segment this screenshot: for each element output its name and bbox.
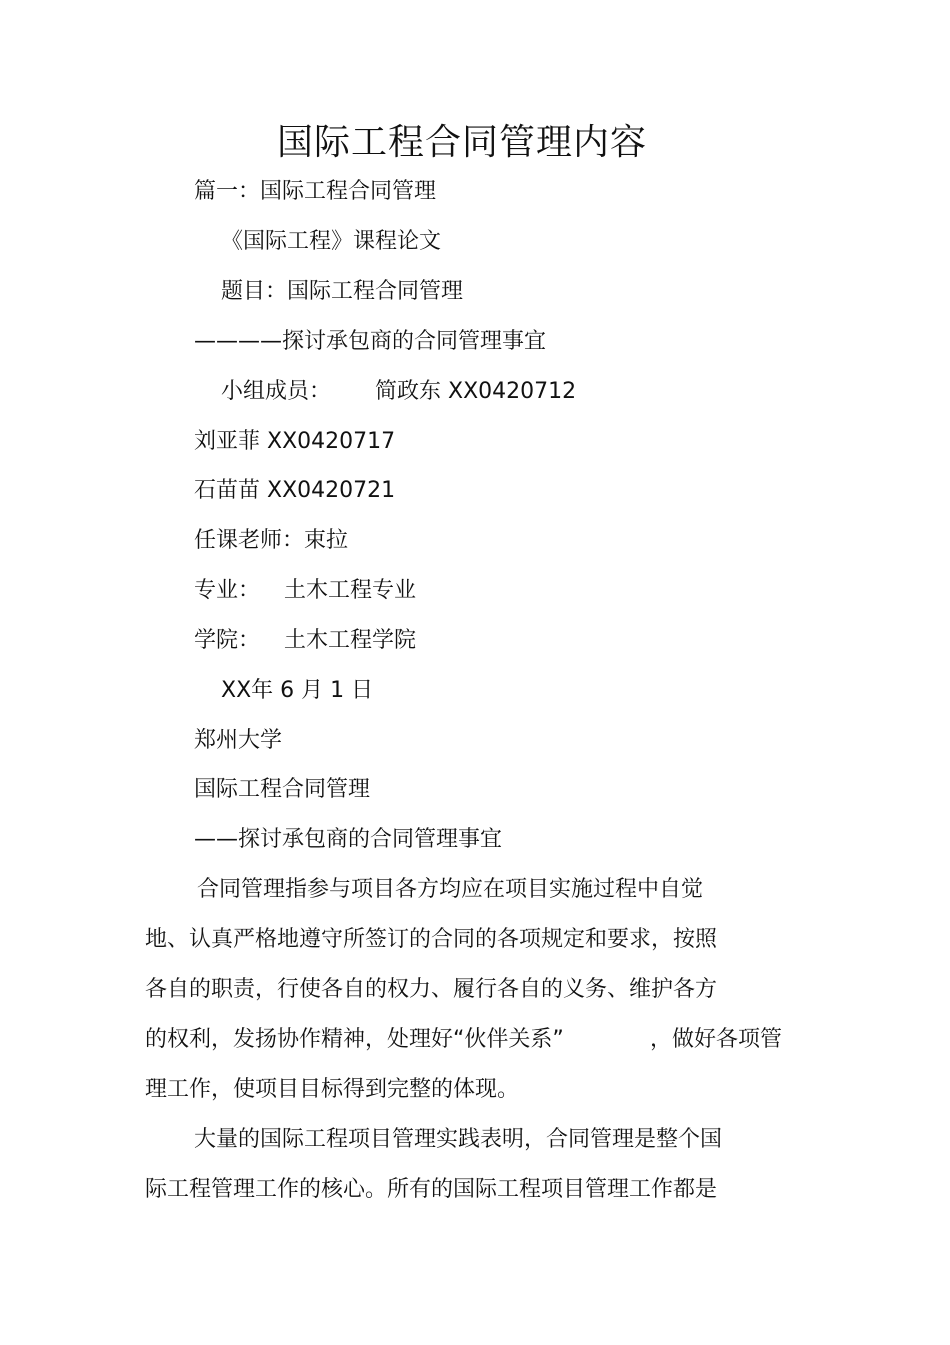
teacher-line: 任课老师：束拉	[194, 528, 349, 553]
major-value: 土木工程专业	[284, 578, 417, 603]
subtitle-repeat-line: ——探讨承包商的合同管理事宜	[194, 827, 503, 852]
subtitle-line: ————探讨承包商的合同管理事宜	[194, 329, 547, 354]
document-title: 国际工程合同管理内容	[276, 122, 647, 163]
college-label: 学院：	[194, 628, 261, 653]
paragraph-1-line-2: 地、认真严格地遵守所签订的合同的各项规定和要求，按照	[145, 927, 718, 952]
college-value: 土木工程学院	[284, 628, 417, 653]
title-repeat-line: 国际工程合同管理	[194, 777, 371, 802]
topic-line: 题目：国际工程合同管理	[221, 279, 464, 304]
paragraph-1-line-1: 合同管理指参与项目各方均应在项目实施过程中自觉	[197, 877, 704, 902]
member-3: 石苗苗 XX0420721	[194, 478, 396, 503]
members-label: 小组成员：	[221, 379, 332, 404]
major-label: 专业：	[194, 578, 261, 603]
paragraph-1-line-5: 理工作，使项目目标得到完整的体现。	[145, 1077, 520, 1102]
chapter-line: 篇一：国际工程合同管理	[194, 179, 437, 204]
paragraph-1-line-4b: ，做好各项管	[650, 1027, 783, 1052]
paragraph-1-line-3: 各自的职责，行使各自的权力、履行各自的义务、维护各方	[145, 977, 718, 1002]
member-1: 简政东 XX0420712	[375, 379, 577, 404]
paragraph-2-line-2: 际工程管理工作的核心。所有的国际工程项目管理工作都是	[145, 1177, 718, 1202]
course-line: 《国际工程》课程论文	[221, 229, 442, 254]
paragraph-1-line-4a: 的权利，发扬协作精神，处理好“伙伴关系”	[145, 1027, 564, 1052]
date-line: XX年 6 月 1 日	[221, 678, 374, 703]
university-line: 郑州大学	[194, 728, 283, 753]
member-2: 刘亚菲 XX0420717	[194, 429, 396, 454]
paragraph-2-line-1: 大量的国际工程项目管理实践表明，合同管理是整个国	[194, 1127, 723, 1152]
